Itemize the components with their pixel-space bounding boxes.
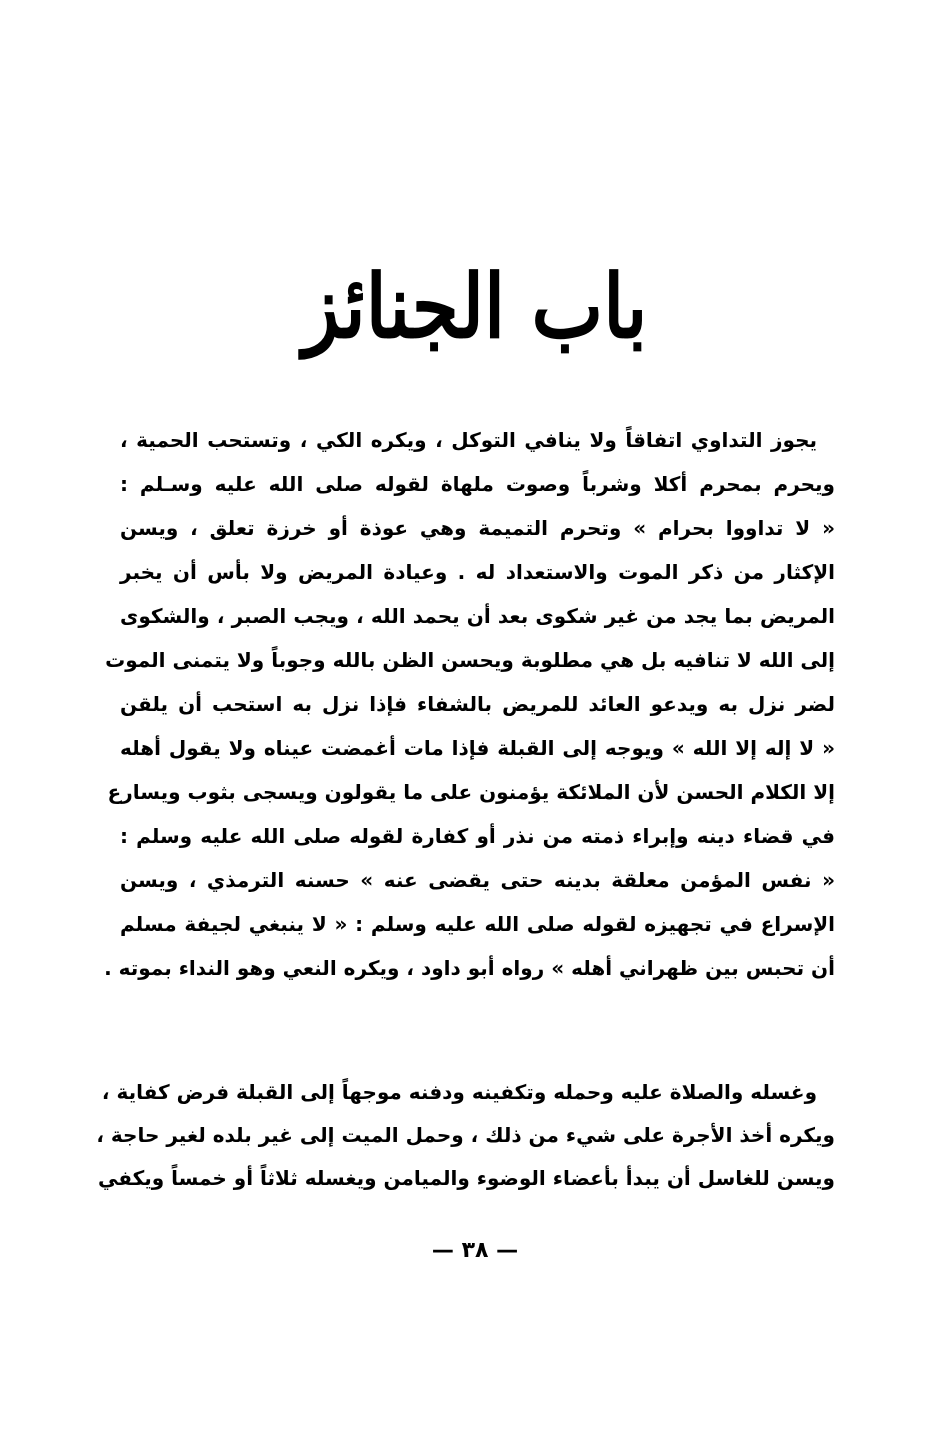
text-line: ويسن للغاسل أن يبدأ بأعضاء الوضوء والميامن ويغسله ثلاثاً أو خمساً ويكفي xyxy=(97,1166,835,1190)
text-line: يجوز التداوي اتفاقاً ولا ينافي التوكل ، ويكره الكي ، وتستحب الحمية ، xyxy=(120,428,817,452)
text-line: الإسراع في تجهيزه لقوله صلى الله عليه وسلم : « لا ينبغي لجيفة مسلم xyxy=(120,912,835,936)
text-line: ويحرم بمحرم أكلا وشرباً وصوت ملهاة لقوله صلى الله عليه وسـلم : xyxy=(120,472,835,496)
text-line: لضر نزل به ويدعو العائد للمريض بالشفاء فإذا نزل به استحب أن يلقن xyxy=(120,692,835,716)
text-line: في قضاء دينه وإبراء ذمته من نذر أو كفارة لقوله صلى الله عليه وسلم : xyxy=(120,824,835,848)
text-line: المريض بما يجد من غير شكوى بعد أن يحمد الله ، ويجب الصبر ، والشكوى xyxy=(120,604,835,628)
text-line: ويكره أخذ الأجرة على شيء من ذلك ، وحمل الميت إلى غير بلده لغير حاجة ، xyxy=(96,1123,835,1147)
text-line: إلى الله لا تنافيه بل هي مطلوبة ويحسن الظن بالله وجوباً ولا يتمنى الموت xyxy=(105,648,835,672)
chapter-title: باب الجنائز xyxy=(302,255,648,358)
text-line: إلا الكلام الحسن لأن الملائكة يؤمنون على ما يقولون ويسجى بثوب ويسارع xyxy=(107,780,835,804)
text-line: « لا إله إلا الله » ويوجه إلى القبلة فإذا مات أغمضت عيناه ولا يقول أهله xyxy=(120,736,835,760)
page-number: — ٣٨ — xyxy=(431,1238,519,1263)
text-line: أن تحبس بين ظهراني أهله » رواه أبو داود ، ويكره النعي وهو النداء بموته . xyxy=(104,956,835,980)
text-line: الإكثار من ذكر الموت والاستعداد له . وعيادة المريض ولا بأس أن يخبر xyxy=(120,560,835,584)
text-line: « لا تداووا بحرام » وتحرم التميمة وهي عوذة أو خرزة تعلق ، ويسن xyxy=(120,516,835,540)
text-line: وغسله والصلاة عليه وحمله وتكفينه ودفنه موجهاً إلى القبلة فرض كفاية ، xyxy=(101,1080,817,1104)
text-line: « نفس المؤمن معلقة بدينه حتى يقضى عنه » حسنه الترمذي ، ويسن xyxy=(120,868,835,892)
